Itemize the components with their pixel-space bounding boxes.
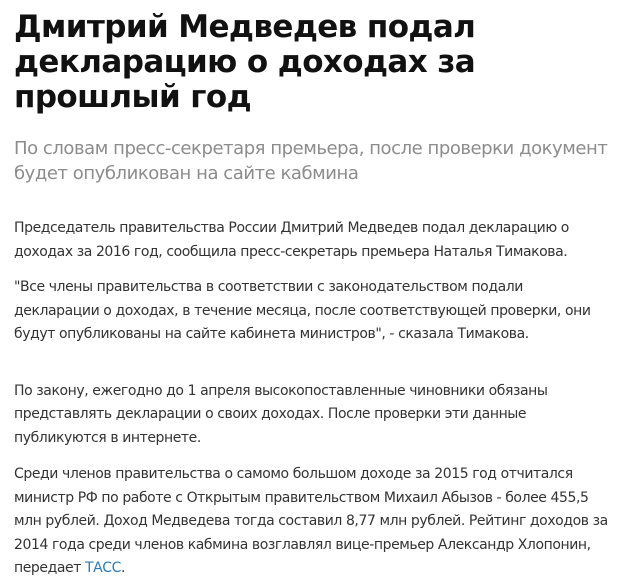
body-paragraph-4-end: . — [120, 560, 125, 576]
article-body — [14, 217, 614, 581]
article-headline: Дмитрий Медведев подал декларацию о доходах за прошлый год — [14, 9, 476, 115]
body-paragraph-4 — [14, 463, 612, 581]
source-link-tass[interactable]: ТАСС — [84, 560, 121, 576]
body-paragraph-4-text: Среди членов правительства о самомо большом доходе за 2015 год отчитался министр РФ по работе с Открытым правительством Михаил Абызов - более 455,5 млн рублей. Доход Медведева тогда составил 8,77 млн рублей. Рейтинг доходов за 2014 года среди членов кабмина возглавлял вице-премьер Александр Хлопонин, передает — [14, 466, 608, 576]
article-lead: По словам пресс-секретаря премьера, после проверки документ будет опубликован на сайте кабмина — [14, 138, 608, 184]
body-paragraph-1: Председатель правительства России Дмитрий Медведев подал декларацию о доходах за 2016 год, сообщила пресс-секретарь премьера Наталья Тимакова. — [14, 220, 569, 260]
body-paragraph-3: По закону, ежегодно до 1 апреля высокопоставленные чиновники обязаны представлять декларации о своих доходах. После проверки эти данные публикуются в интернете. — [14, 382, 548, 446]
body-paragraph-quote: "Все члены правительства в соответствии с законодательством подали декларации о доходах, в течение месяца, после соответствующей проверки, они будут опубликованы на сайте кабинета министров", - сказала Тимакова. — [14, 279, 591, 342]
article — [14, 0, 614, 581]
